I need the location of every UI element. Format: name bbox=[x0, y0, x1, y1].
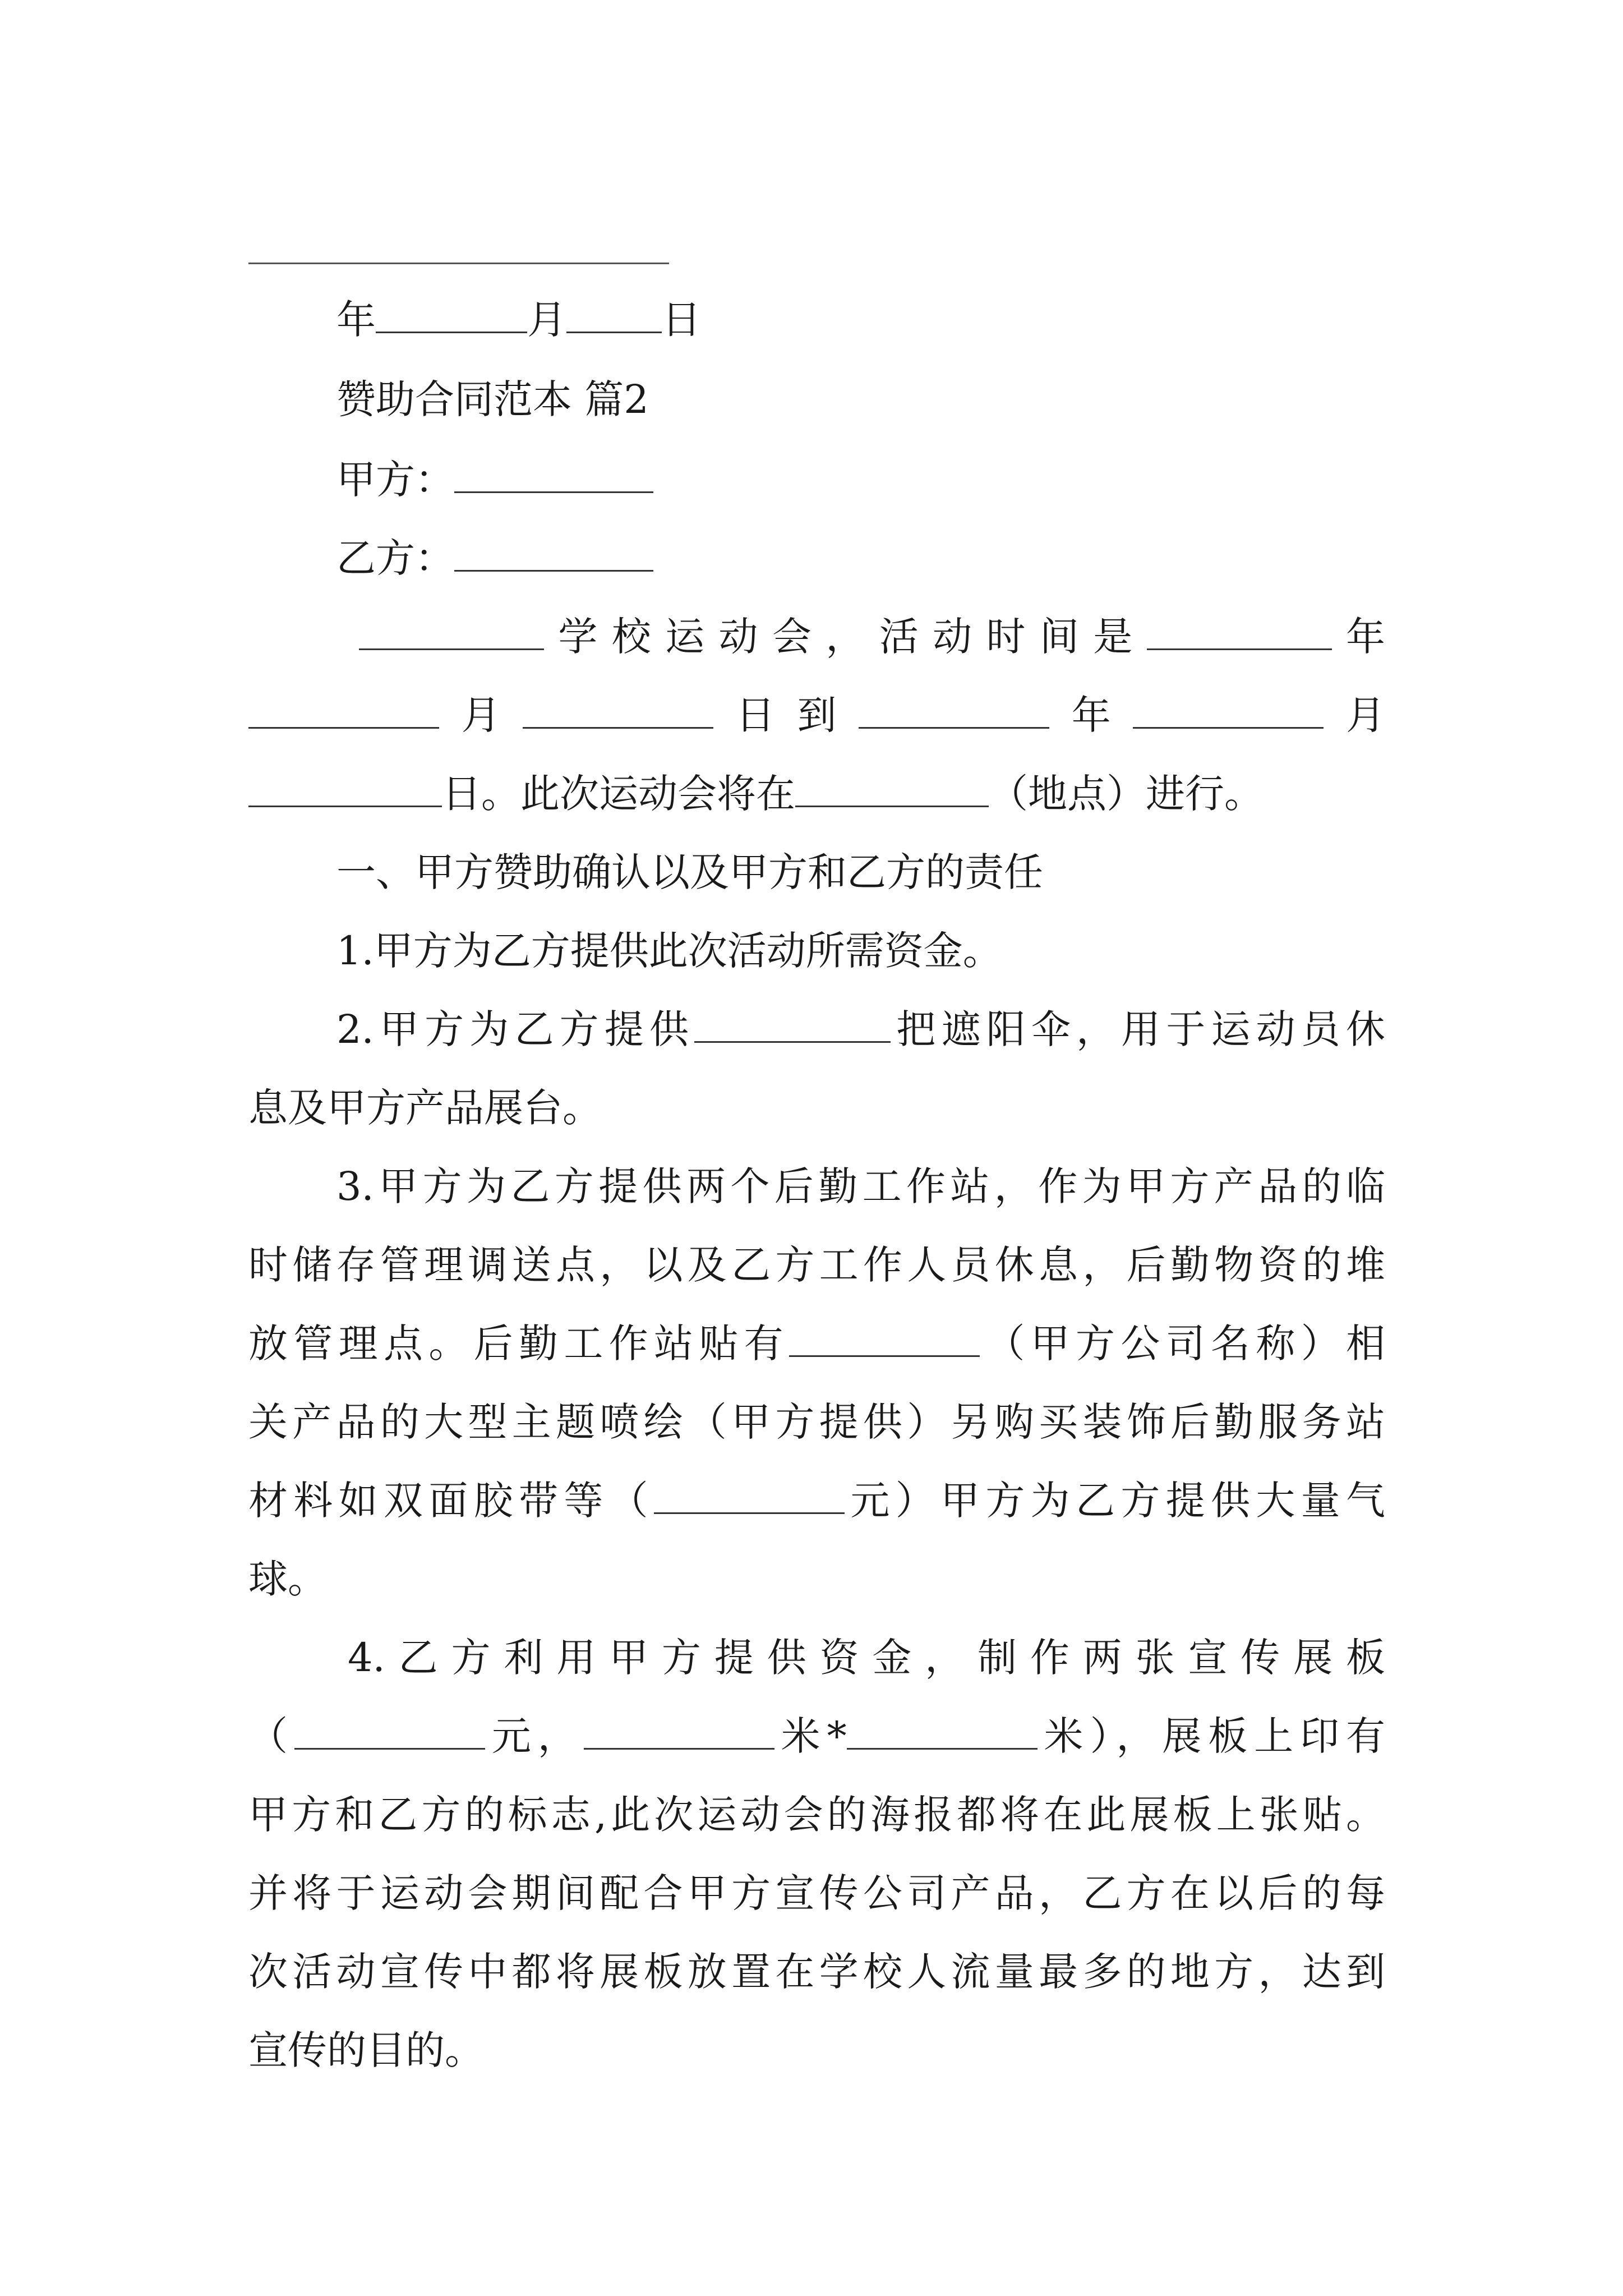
month-label: 月 bbox=[527, 297, 566, 343]
item-4-line-4: 并将于运动会期间配合甲方宣传公司产品，乙方在以后的每 bbox=[248, 1870, 1385, 1916]
blank bbox=[694, 1006, 891, 1043]
intro-text: 年 bbox=[1049, 692, 1133, 738]
intro-text: 日。此次运动会将在 bbox=[442, 771, 795, 817]
item-text: （甲方公司名称）相 bbox=[980, 1320, 1385, 1366]
item-3-line-4: 关产品的大型主题喷绘（甲方提供）另购买装饰后勤服务站 bbox=[248, 1399, 1385, 1445]
blank bbox=[566, 297, 662, 333]
item-1: 1.甲方为乙方提供此次活动所需资金。 bbox=[336, 928, 1002, 974]
date-line bbox=[336, 292, 701, 348]
blank bbox=[359, 614, 544, 650]
blank bbox=[454, 535, 653, 572]
blank bbox=[654, 1478, 845, 1514]
blank bbox=[584, 1713, 774, 1750]
section-heading: 一、甲方赞助确认以及甲方和乙方的责任 bbox=[336, 849, 1043, 895]
intro-text: 日到 bbox=[713, 692, 859, 738]
item-2-line-2: 息及甲方产品展台。 bbox=[248, 1085, 602, 1131]
item-3-line-2: 时储存管理调送点，以及乙方工作人员休息，后勤物资的堆 bbox=[248, 1242, 1385, 1288]
item-3-line-6: 球。 bbox=[248, 1556, 327, 1602]
item-text: （ bbox=[248, 1713, 294, 1759]
item-text: 米），展板上印有 bbox=[1037, 1713, 1386, 1759]
intro-line-1 bbox=[359, 609, 1385, 665]
blank bbox=[1147, 614, 1332, 650]
intro-line-2 bbox=[248, 687, 1385, 743]
party-b-line bbox=[336, 530, 653, 586]
day-label: 日 bbox=[662, 297, 701, 343]
item-text: 材料如双面胶带等（ bbox=[248, 1478, 654, 1524]
blank bbox=[523, 692, 713, 729]
item-text: 放管理点。后勤工作站贴有 bbox=[248, 1320, 789, 1366]
blank bbox=[454, 457, 653, 493]
party-a-line bbox=[336, 452, 653, 508]
intro-text: 年 bbox=[1331, 614, 1386, 660]
blank bbox=[294, 1713, 485, 1750]
signature-line bbox=[248, 263, 669, 264]
item-2-line-1 bbox=[336, 1001, 1385, 1057]
blank bbox=[248, 771, 442, 807]
item-3-line-1: 3.甲方为乙方提供两个后勤工作站，作为甲方产品的临 bbox=[336, 1163, 1385, 1209]
blank bbox=[795, 771, 989, 807]
item-4-line-2 bbox=[248, 1708, 1385, 1764]
intro-text: 学校运动会，活动时间是 bbox=[544, 614, 1147, 660]
item-4-line-3: 甲方和乙方的标志,此次运动会的海报都将在此展板上张贴。 bbox=[248, 1792, 1385, 1838]
blank bbox=[789, 1320, 980, 1357]
item-4-line-6: 宣传的目的。 bbox=[248, 2027, 484, 2073]
year-label: 年 bbox=[336, 297, 376, 343]
blank bbox=[376, 297, 527, 333]
blank bbox=[1133, 692, 1324, 729]
blank bbox=[859, 692, 1049, 729]
item-text: 把遮阳伞，用于运动员休 bbox=[891, 1006, 1385, 1052]
contract-title: 赞助合同范本 篇2 bbox=[336, 376, 649, 422]
item-text: 元）甲方为乙方提供大量气 bbox=[845, 1478, 1385, 1524]
party-b-label: 乙方： bbox=[336, 535, 454, 581]
item-text: 元， bbox=[485, 1713, 584, 1759]
intro-text: 月 bbox=[439, 692, 523, 738]
item-4-line-1: 4.乙方利用甲方提供资金，制作两张宣传展板 bbox=[348, 1635, 1385, 1681]
intro-text: （地点）进行。 bbox=[989, 771, 1264, 817]
item-3-line-3 bbox=[248, 1315, 1385, 1372]
item-4-line-5: 次活动宣传中都将展板放置在学校人流量最多的地方，达到 bbox=[248, 1949, 1385, 1995]
intro-text: 月 bbox=[1324, 692, 1385, 738]
party-a-label: 甲方： bbox=[336, 457, 454, 503]
item-3-line-5 bbox=[248, 1473, 1385, 1529]
blank bbox=[248, 692, 439, 729]
item-text: 2.甲方为乙方提供 bbox=[336, 1006, 695, 1052]
intro-line-3 bbox=[248, 766, 1264, 822]
item-text: 米* bbox=[774, 1713, 847, 1759]
blank bbox=[847, 1713, 1038, 1750]
